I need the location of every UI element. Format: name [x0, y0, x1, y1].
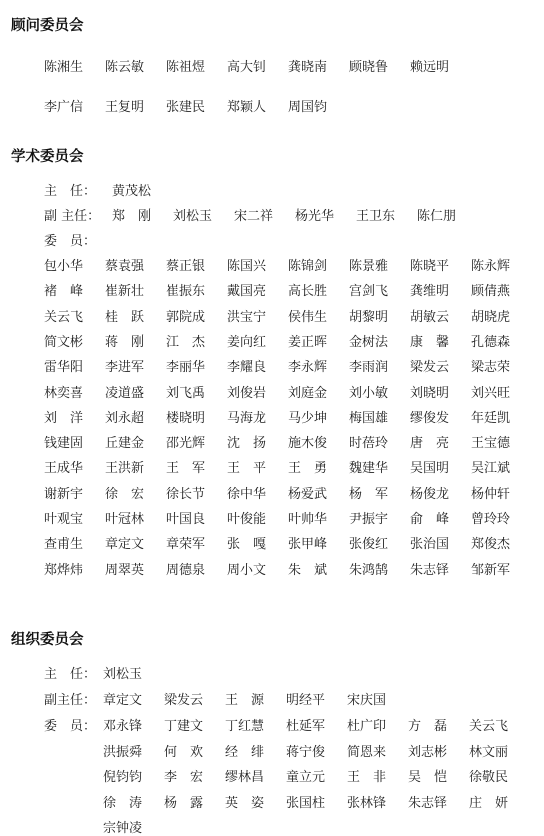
academic-member-name: 凌道盛: [105, 385, 145, 401]
academic-member-name: 顾倩燕: [471, 284, 511, 300]
organizing-member-name: 杜延军: [286, 719, 326, 734]
academic-member-name: 金树法: [349, 334, 389, 350]
advisory-committee-heading: 顾问委员会: [11, 18, 84, 34]
academic-member-name: 吴国明: [410, 461, 450, 477]
academic-member-name: 刘晓明: [410, 385, 450, 401]
advisory-member-name: 周国钧: [288, 100, 328, 115]
academic-deputy-label: 副 主任：: [44, 209, 101, 224]
academic-member-name: 崔新壮: [105, 284, 145, 300]
academic-member-name: 梁志荣: [471, 360, 511, 376]
organizing-member-name: 何 欢: [164, 744, 204, 760]
academic-member-name: 龚维明: [410, 284, 450, 300]
academic-deputy-name: 王卫东: [356, 209, 396, 224]
academic-member-name: 王宝德: [471, 436, 511, 452]
academic-member-name: 邹新军: [471, 562, 511, 578]
organizing-member-name: 李 宏: [164, 770, 204, 785]
academic-member-name: 朱鸿鹄: [349, 562, 389, 578]
organizing-deputy-name: 章定文: [103, 693, 143, 708]
academic-member-name: 朱 斌: [288, 562, 328, 578]
academic-deputy-name: 杨光华: [295, 209, 335, 224]
organizing-deputy-label: 副主任：: [44, 693, 97, 708]
academic-member-name: 缪俊发: [410, 410, 450, 426]
academic-members-label: 委 员：: [44, 234, 97, 249]
organizing-director-label: 主 任：: [44, 667, 97, 682]
organizing-member-name: 庄 妍: [469, 795, 509, 811]
academic-member-name: 王 军: [166, 461, 206, 477]
advisory-member-name: 李广信: [44, 100, 84, 115]
academic-member-name: 郑烨炜: [44, 562, 84, 578]
academic-member-name: 叶冠林: [105, 512, 145, 527]
academic-member-name: 李雨润: [349, 360, 389, 376]
academic-member-name: 郑俊杰: [471, 537, 511, 553]
organizing-deputy-name: 宋庆国: [347, 693, 387, 708]
academic-member-name: 张俊红: [349, 537, 389, 553]
academic-member-name: 蒋 刚: [105, 334, 145, 350]
organizing-members-label: 委 员：: [44, 719, 97, 734]
academic-member-name: 孔德森: [471, 334, 511, 350]
organizing-member-name: 英 姿: [225, 795, 265, 811]
academic-member-name: 刘飞禹: [166, 385, 206, 401]
organizing-member-name: 徐 涛: [103, 795, 143, 811]
academic-member-name: 叶俊能: [227, 512, 267, 527]
academic-member-name: 周德泉: [166, 562, 206, 578]
academic-member-name: 陈锦剑: [288, 259, 328, 274]
academic-member-name: 叶观宝: [44, 512, 84, 527]
academic-member-name: 林奕喜: [44, 385, 84, 401]
academic-member-name: 李耀良: [227, 360, 267, 376]
academic-member-name: 崔振东: [166, 284, 206, 300]
organizing-member-name: 张林锋: [347, 795, 387, 811]
academic-director-label: 主 任：: [44, 184, 97, 199]
academic-member-name: 陈晓平: [410, 259, 450, 274]
academic-member-name: 关云飞: [44, 309, 84, 325]
academic-member-name: 宫剑飞: [349, 284, 389, 300]
academic-member-name: 胡晓虎: [471, 309, 511, 325]
academic-member-name: 康 馨: [410, 334, 450, 350]
academic-member-name: 戴国亮: [227, 284, 267, 300]
organizing-member-name: 缪林昌: [225, 770, 265, 785]
academic-member-name: 郭院成: [166, 309, 206, 325]
academic-member-name: 侯伟生: [288, 309, 328, 325]
organizing-member-name: 倪钧钧: [103, 770, 143, 785]
academic-member-name: 梅国雄: [349, 410, 389, 426]
organizing-member-name: 林文丽: [469, 744, 509, 760]
academic-member-name: 章定文: [105, 537, 145, 553]
academic-deputy-name: 陈仁朋: [417, 209, 457, 224]
academic-member-name: 杨俊龙: [410, 486, 450, 502]
advisory-member-name: 陈祖煜: [166, 60, 206, 75]
academic-deputy-name: 宋二祥: [234, 209, 274, 224]
organizing-member-name: 徐敬民: [469, 770, 509, 785]
academic-member-name: 钱建固: [44, 436, 84, 452]
academic-member-name: 朱志铎: [410, 562, 450, 578]
academic-member-name: 李永辉: [288, 360, 328, 376]
organizing-member-name: 朱志铎: [408, 795, 448, 811]
advisory-member-name: 张建民: [166, 100, 206, 115]
organizing-member-name: 杨 露: [164, 795, 204, 811]
academic-member-name: 王洪新: [105, 461, 145, 477]
organizing-member-name: 童立元: [286, 770, 326, 785]
academic-member-name: 刘永超: [105, 410, 145, 426]
organizing-member-name: 张国柱: [286, 795, 326, 811]
academic-member-name: 陈景雅: [349, 259, 389, 274]
academic-member-name: 沈 扬: [227, 436, 267, 452]
academic-member-name: 高长胜: [288, 284, 328, 300]
academic-member-name: 包小华: [44, 259, 84, 274]
academic-member-name: 褚 峰: [44, 284, 84, 300]
academic-member-name: 马海龙: [227, 410, 267, 426]
academic-member-name: 姜正晖: [288, 334, 328, 350]
advisory-member-name: 龚晓南: [288, 60, 328, 75]
academic-member-name: 尹振宇: [349, 512, 389, 527]
academic-member-name: 王 勇: [288, 461, 328, 477]
academic-member-name: 谢新宇: [44, 486, 84, 502]
academic-member-name: 魏建华: [349, 461, 389, 477]
organizing-member-name: 王 非: [347, 770, 387, 785]
organizing-member-name: 蒋宁俊: [286, 744, 326, 760]
academic-member-name: 蔡袁强: [105, 259, 145, 274]
organizing-member-name: 丁建文: [164, 719, 204, 734]
academic-member-name: 陈国兴: [227, 259, 267, 274]
academic-member-name: 邵光辉: [166, 436, 206, 452]
academic-member-name: 马少坤: [288, 410, 328, 426]
organizing-director-name: 刘松玉: [103, 667, 143, 682]
academic-member-name: 刘小敏: [349, 385, 389, 401]
organizing-member-name: 经 绯: [225, 744, 265, 760]
organizing-committee-heading: 组织委员会: [11, 632, 84, 648]
academic-member-name: 简文彬: [44, 334, 84, 350]
academic-member-name: 李丽华: [166, 360, 206, 376]
organizing-member-name: 方 磊: [408, 719, 448, 734]
academic-member-name: 刘庭金: [288, 385, 328, 401]
advisory-member-name: 顾晓鲁: [349, 60, 389, 75]
academic-member-name: 曾玲玲: [471, 512, 511, 527]
academic-member-name: 周小文: [227, 562, 267, 578]
academic-member-name: 洪宝宁: [227, 309, 267, 325]
organizing-deputy-name: 明经平: [286, 693, 326, 708]
academic-member-name: 杨爱武: [288, 486, 328, 502]
academic-member-name: 唐 亮: [410, 436, 450, 452]
academic-member-name: 施木俊: [288, 436, 328, 452]
academic-member-name: 周翠英: [105, 562, 145, 578]
advisory-member-name: 高大钊: [227, 60, 267, 75]
academic-member-name: 刘俊岩: [227, 385, 267, 401]
academic-member-name: 姜向红: [227, 334, 267, 350]
academic-member-name: 胡黎明: [349, 309, 389, 325]
academic-member-name: 查甫生: [44, 537, 84, 553]
organizing-member-name: 刘志彬: [408, 744, 448, 760]
academic-member-name: 张甲峰: [288, 537, 328, 553]
academic-member-name: 时蓓玲: [349, 436, 389, 452]
academic-member-name: 李进军: [105, 360, 145, 376]
organizing-member-name: 简恩来: [347, 744, 387, 760]
organizing-member-name: 关云飞: [469, 719, 509, 734]
advisory-member-name: 郑颖人: [227, 100, 267, 115]
academic-member-name: 俞 峰: [410, 512, 450, 527]
organizing-member-name: 邓永锋: [103, 719, 143, 734]
academic-member-name: 章荣军: [166, 537, 206, 553]
academic-member-name: 吴江斌: [471, 461, 511, 477]
academic-member-name: 张治国: [410, 537, 450, 553]
academic-member-name: 胡敏云: [410, 309, 450, 325]
organizing-member-name: 吴 恺: [408, 770, 448, 785]
academic-member-name: 刘兴旺: [471, 385, 511, 401]
academic-committee-heading: 学术委员会: [11, 149, 84, 165]
academic-member-name: 蔡正银: [166, 259, 206, 274]
academic-deputy-name: 刘松玉: [173, 209, 213, 224]
advisory-member-name: 陈湘生: [44, 60, 84, 75]
academic-member-name: 楼晓明: [166, 410, 206, 426]
academic-member-name: 徐长节: [166, 486, 206, 502]
advisory-member-name: 陈云敏: [105, 60, 145, 75]
academic-member-name: 年廷凯: [471, 410, 511, 426]
organizing-deputy-name: 梁发云: [164, 693, 204, 708]
organizing-member-name: 洪振舜: [103, 744, 143, 760]
advisory-member-name: 赖远明: [410, 60, 450, 75]
academic-member-name: 叶帅华: [288, 512, 328, 527]
academic-member-name: 杨 军: [349, 486, 389, 502]
academic-member-name: 叶国良: [166, 512, 206, 527]
academic-member-name: 张 嘎: [227, 537, 267, 553]
academic-member-name: 王 平: [227, 461, 267, 477]
academic-member-name: 陈永辉: [471, 259, 511, 274]
academic-member-name: 梁发云: [410, 360, 450, 376]
academic-member-name: 王成华: [44, 461, 84, 477]
academic-member-name: 徐中华: [227, 486, 267, 502]
organizing-member-name: 宗钟凌: [103, 821, 143, 836]
organizing-member-name: 丁红慧: [225, 719, 265, 734]
academic-member-name: 丘建金: [105, 436, 145, 452]
academic-deputy-name: 郑 刚: [112, 209, 152, 224]
academic-member-name: 江 杰: [166, 334, 206, 350]
advisory-member-name: 王复明: [105, 100, 145, 115]
academic-member-name: 雷华阳: [44, 360, 84, 376]
organizing-deputy-name: 王 源: [225, 693, 265, 708]
organizing-member-name: 杜广印: [347, 719, 387, 734]
academic-member-name: 刘 洋: [44, 410, 84, 426]
academic-member-name: 徐 宏: [105, 486, 145, 502]
academic-member-name: 杨仲轩: [471, 486, 511, 502]
academic-member-name: 桂 跃: [105, 309, 145, 325]
academic-director-name: 黄茂松: [112, 184, 152, 199]
